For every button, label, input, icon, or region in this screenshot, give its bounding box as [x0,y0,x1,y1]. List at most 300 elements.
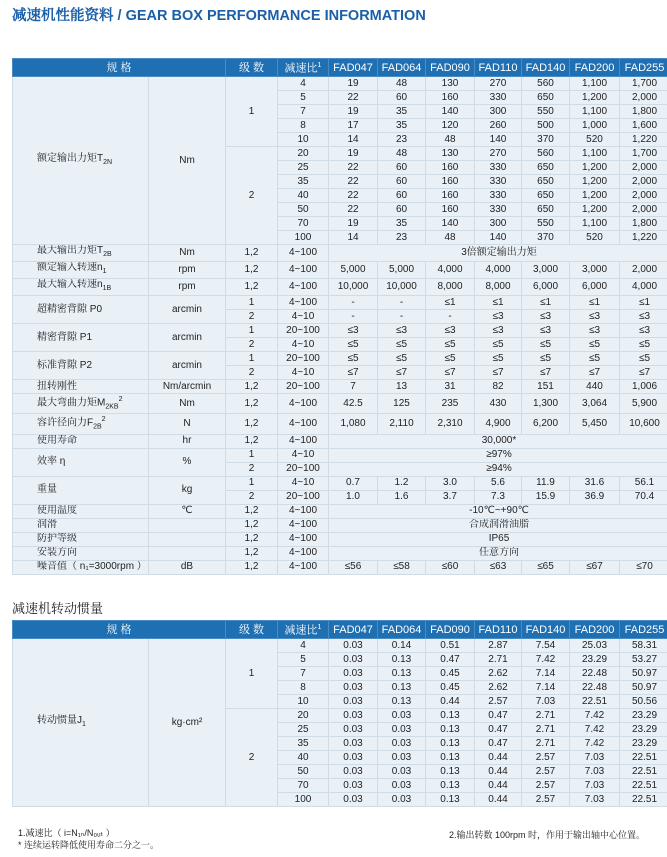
inertia-title: 减速机转动惯量 [12,601,104,616]
value-cell: 3.7 [426,490,475,504]
value-cell: 7 [329,380,378,394]
value-cell: ≤5 [570,352,620,366]
value-cell: 2.87 [475,639,522,653]
value-cell: 7.42 [570,709,620,723]
value-cell: 25.03 [570,639,620,653]
value-cell: 0.03 [329,695,378,709]
stage-cell: 1 [226,352,278,366]
value-cell: 31 [426,380,475,394]
ratio-cell: 50 [278,203,329,217]
ratio-cell: 10 [278,695,329,709]
lube-unit [149,518,226,532]
value-cell: 48 [426,133,475,147]
torque-unit: Nm [149,77,226,245]
performance-table [12,58,667,575]
header-model-fad255: FAD255 [620,59,667,77]
value-cell: ≤63 [475,560,522,574]
header-model-fad047: FAD047 [329,621,378,639]
value-cell: 0.47 [426,653,475,667]
value-cell: 0.03 [329,667,378,681]
header-model-fad110: FAD110 [475,59,522,77]
value-cell: 650 [522,161,570,175]
value-cell: 1,600 [620,119,667,133]
value-cell: 50.97 [620,681,667,695]
value-cell: ≤3 [329,324,378,338]
value-cell: 23 [378,231,426,245]
value-cell: 151 [522,380,570,394]
value-cell: 14 [329,231,378,245]
value-cell: 7.42 [570,723,620,737]
value-cell: 42.5 [329,394,378,414]
value-cell: 60 [378,189,426,203]
value-cell: 300 [475,105,522,119]
value-cell: 0.03 [378,765,426,779]
header-spec: 规 格 [13,59,226,77]
value-cell: 35 [378,119,426,133]
value-cell: ≤5 [570,338,620,352]
value-cell: 6,000 [570,279,620,296]
value-cell: 0.03 [378,709,426,723]
value-cell: 2,000 [620,175,667,189]
ratio-cell: 4 [278,77,329,91]
value-cell: 0.13 [426,779,475,793]
value-cell: 0.03 [378,751,426,765]
ratio-cell: 4~10 [278,448,329,462]
value-cell: - [378,296,426,310]
header-model-fad110: FAD110 [475,621,522,639]
header-model-fad200: FAD200 [570,59,620,77]
value-cell: 1,200 [570,203,620,217]
bending-row [13,394,667,414]
value-cell: 550 [522,217,570,231]
value-cell: 650 [522,189,570,203]
value-cell: 2,310 [426,414,475,434]
value-cell: 7.03 [522,695,570,709]
value-cell: 0.47 [475,723,522,737]
value-cell: 22.51 [570,695,620,709]
value-merged: ≥94% [329,462,667,476]
stage-cell: 2 [226,147,278,245]
value-cell: 70.4 [620,490,667,504]
value-cell: - [329,296,378,310]
value-cell: - [329,310,378,324]
value-cell: 1,000 [570,119,620,133]
value-cell: 35 [378,105,426,119]
header-ratio-label: 减速比 [284,624,318,637]
ratio-cell: 35 [278,737,329,751]
ratio-cell: 4~100 [278,434,329,448]
value-cell: 8,000 [475,279,522,296]
value-cell: 330 [475,91,522,105]
stage-cell: 2 [226,490,278,504]
value-cell: 7.14 [522,667,570,681]
row-label: 额定输入转速n [37,262,103,273]
value-cell: 370 [522,231,570,245]
value-cell: 0.47 [475,709,522,723]
row-label: 标准背隙 P2 [13,352,149,380]
value-cell: 0.03 [329,639,378,653]
value-cell: 60 [378,161,426,175]
value-cell: 0.03 [329,793,378,807]
stage-cell: 2 [226,310,278,324]
table-row [13,324,667,338]
row-label: 重量 [13,476,149,504]
ratio-cell: 20~100 [278,380,329,394]
value-cell: ≤3 [620,324,667,338]
value-cell: ≤5 [620,338,667,352]
header-model-fad064: FAD064 [378,59,426,77]
value-cell: 650 [522,91,570,105]
value-cell: 10,600 [620,414,667,434]
radial-unit: N [149,414,226,434]
value-cell: 0.45 [426,681,475,695]
value-cell: 1,700 [620,147,667,161]
value-cell: ≤5 [426,338,475,352]
label-subscript: 2B [103,251,112,258]
value-cell: 5,900 [620,394,667,414]
value-cell: 0.03 [329,737,378,751]
value-cell: 22.51 [620,779,667,793]
value-cell: 2.62 [475,667,522,681]
value-cell: ≤7 [378,366,426,380]
value-cell: 0.13 [426,723,475,737]
max_speed-label [13,279,149,296]
unit-cell: arcmin [149,324,226,352]
mount-label [13,546,149,560]
value-cell: 140 [426,217,475,231]
ratio-cell: 10 [278,133,329,147]
value-cell: 2.71 [522,723,570,737]
value-cell: 0.03 [329,751,378,765]
ratio-cell: 4~100 [278,394,329,414]
radial-row [13,414,667,434]
value-cell: 19 [329,105,378,119]
value-cell: ≤3 [378,324,426,338]
value-cell: 7.14 [522,681,570,695]
life-label [13,434,149,448]
value-cell: ≤58 [378,560,426,574]
row-label: 润滑 [37,519,57,531]
label-subscript: 2B [93,423,102,431]
noise-label [13,560,149,574]
stage-cell: 1,2 [226,518,278,532]
value-cell: 7.03 [570,751,620,765]
value-cell: 270 [475,147,522,161]
stage-cell: 1,2 [226,504,278,518]
ratio-cell: 4~10 [278,366,329,380]
max_speed-row [13,279,667,296]
row-label: 扭转刚性 [37,380,77,392]
value-cell: 130 [426,147,475,161]
temp-label [13,504,149,518]
value-cell: 19 [329,77,378,91]
ratio-cell: 100 [278,793,329,807]
value-cell: 0.13 [426,751,475,765]
value-cell: 0.51 [426,639,475,653]
value-cell: 60 [378,175,426,189]
value-merged: 30,000* [329,434,667,448]
header-model-fad255: FAD255 [620,621,667,639]
value-cell: 5,000 [329,262,378,279]
value-cell: 430 [475,394,522,414]
label-subscript: 1 [82,720,86,728]
ratio-cell: 20~100 [278,324,329,338]
value-merged: 任意方向 [329,546,667,560]
value-cell: 10,000 [378,279,426,296]
value-merged: -10℃~+90℃ [329,504,667,518]
value-cell: 2.57 [522,793,570,807]
stage-cell: 1,2 [226,262,278,279]
stage-cell: 2 [226,338,278,352]
value-cell: 330 [475,161,522,175]
ratio-cell: 4~100 [278,262,329,279]
max_torque-row [13,245,667,262]
value-cell: 36.9 [570,490,620,504]
value-merged: ≥97% [329,448,667,462]
ratio-cell: 4~100 [278,532,329,546]
value-cell: 10,000 [329,279,378,296]
value-cell: 22.51 [620,751,667,765]
value-cell: 3.0 [426,476,475,490]
value-cell: 0.13 [426,793,475,807]
value-cell: 0.13 [378,695,426,709]
value-cell: ≤67 [570,560,620,574]
value-cell: 5.6 [475,476,522,490]
value-cell: ≤7 [329,366,378,380]
unit-cell: arcmin [149,352,226,380]
unit-cell: arcmin [149,296,226,324]
value-cell: ≤65 [522,560,570,574]
row-label: 使用温度 [37,505,77,517]
value-cell: 2.57 [522,779,570,793]
header-model-fad047: FAD047 [329,59,378,77]
label-subscript: 2N [103,158,113,166]
value-cell: 58.31 [620,639,667,653]
value-cell: 140 [475,231,522,245]
value-cell: 22 [329,91,378,105]
value-cell: 17 [329,119,378,133]
value-cell: 19 [329,217,378,231]
ratio-cell: 70 [278,779,329,793]
ratio-cell: 7 [278,667,329,681]
value-cell: ≤5 [329,352,378,366]
value-cell: 22 [329,189,378,203]
row-label: 安装方向 [37,547,77,559]
row-label: 最大输入转速n [37,279,103,290]
value-cell: 0.03 [329,723,378,737]
value-cell: 1,200 [570,189,620,203]
value-cell: ≤5 [378,352,426,366]
value-cell: 60 [378,203,426,217]
value-cell: 1,200 [570,175,620,189]
value-cell: ≤1 [570,296,620,310]
value-cell: ≤3 [475,324,522,338]
value-cell: ≤5 [378,338,426,352]
row-label: 防护等级 [37,533,77,545]
value-cell: 2.62 [475,681,522,695]
value-cell: 2,000 [620,262,667,279]
value-cell: 0.44 [475,793,522,807]
ratio-cell: 40 [278,189,329,203]
value-cell: - [378,310,426,324]
header-ratio [278,621,329,639]
value-cell: 0.47 [475,737,522,751]
ratio-cell: 20 [278,147,329,161]
value-cell: 0.13 [378,653,426,667]
label-superscript: 2 [101,416,106,424]
value-cell: 56.1 [620,476,667,490]
ratio-cell: 20~100 [278,490,329,504]
row-label: 超精密背隙 P0 [13,296,149,324]
ratio-cell: 4~10 [278,338,329,352]
value-cell: 7.3 [475,490,522,504]
value-cell: 0.44 [426,695,475,709]
value-cell: 1,800 [620,105,667,119]
temp-unit: ℃ [149,504,226,518]
value-cell: 3,064 [570,394,620,414]
stage-cell: 1,2 [226,380,278,394]
row-label: 精密背隙 P1 [13,324,149,352]
value-cell: 2.57 [475,695,522,709]
value-cell: 1,200 [570,161,620,175]
value-cell: 1,100 [570,105,620,119]
header-model-fad140: FAD140 [522,621,570,639]
value-cell: 0.13 [378,667,426,681]
value-cell: 6,200 [522,414,570,434]
value-cell: ≤60 [426,560,475,574]
bending-label [13,394,149,414]
temp-row [13,504,667,518]
value-cell: ≤7 [475,366,522,380]
value-cell: 0.03 [378,737,426,751]
value-cell: 1,006 [620,380,667,394]
torque-row [13,77,667,91]
value-cell: 0.03 [378,779,426,793]
ratio-cell: 8 [278,119,329,133]
life-row [13,434,667,448]
protect-label [13,532,149,546]
value-cell: 2,000 [620,203,667,217]
value-cell: ≤3 [522,324,570,338]
value-cell: 440 [570,380,620,394]
value-cell: ≤3 [426,324,475,338]
value-cell: ≤7 [570,366,620,380]
value-cell: ≤70 [620,560,667,574]
value-cell: 0.13 [426,737,475,751]
value-cell: 6,000 [522,279,570,296]
unit-cell: % [149,448,226,476]
value-cell: 330 [475,189,522,203]
ratio-cell: 25 [278,161,329,175]
value-cell: 23.29 [620,709,667,723]
row-label: 容许径向力F [37,417,94,429]
ratio-cell: 4~100 [278,504,329,518]
stage-cell: 1 [226,639,278,709]
value-cell: 0.44 [475,765,522,779]
value-cell: 22 [329,161,378,175]
value-cell: 14 [329,133,378,147]
value-cell: 330 [475,203,522,217]
max_speed-unit: rpm [149,279,226,296]
value-cell: 4,000 [620,279,667,296]
unit-cell: kg [149,476,226,504]
value-cell: ≤5 [475,352,522,366]
value-cell: 650 [522,203,570,217]
value-cell: ≤3 [620,310,667,324]
header-model-fad090: FAD090 [426,621,475,639]
label-subscript: 1 [102,268,107,275]
row-label: 转动惯量J [37,714,82,726]
footnote-life: * 连续运转降低使用寿命二分之一。 [18,840,160,850]
stiffness-unit: Nm/arcmin [149,380,226,394]
value-merged: 合成润滑油脂 [329,518,667,532]
value-cell: 2,110 [378,414,426,434]
noise-unit: dB [149,560,226,574]
inertia-table [12,620,667,807]
stage-cell: 1,2 [226,434,278,448]
value-cell: 1.6 [378,490,426,504]
value-cell: 1,800 [620,217,667,231]
value-cell: 22.51 [620,765,667,779]
ratio-cell: 20~100 [278,352,329,366]
value-cell: 0.13 [378,681,426,695]
value-cell: 0.03 [329,779,378,793]
value-cell: ≤1 [620,296,667,310]
ratio-cell: 25 [278,723,329,737]
value-cell: 1,700 [620,77,667,91]
torque-label [13,77,149,245]
stage-cell: 2 [226,462,278,476]
header-ratio-sup: 1 [317,624,322,632]
stage-cell: 1 [226,448,278,462]
footnote-ratio: 1.减速比（ i=N₁ₙ/N₀ᵤₜ ） [18,828,115,838]
value-cell: 160 [426,175,475,189]
value-cell: 19 [329,147,378,161]
value-cell: 3,000 [570,262,620,279]
value-cell: 2.57 [522,751,570,765]
value-cell: 13 [378,380,426,394]
value-cell: 50.97 [620,667,667,681]
table-row [13,296,667,310]
value-cell: ≤5 [620,352,667,366]
ratio-cell: 20 [278,709,329,723]
ratio-cell: 40 [278,751,329,765]
ratio-cell: 4 [278,639,329,653]
value-cell: 48 [378,147,426,161]
table-row [13,352,667,366]
value-cell: 1,220 [620,231,667,245]
ratio-cell: 4~100 [278,414,329,434]
inertia-row [13,639,667,653]
value-cell: ≤5 [329,338,378,352]
header-ratio-sup: 1 [317,62,322,70]
mount-unit [149,546,226,560]
ratio-cell: 4~100 [278,279,329,296]
value-cell: 260 [475,119,522,133]
value-merged: IP65 [329,532,667,546]
row-label: 最大弯曲力矩M [37,397,106,409]
value-cell: 270 [475,77,522,91]
value-cell: 0.45 [426,667,475,681]
life-unit: hr [149,434,226,448]
value-cell: 5,000 [378,262,426,279]
value-cell: 0.13 [426,709,475,723]
value-cell: 7.54 [522,639,570,653]
value-cell: 520 [570,133,620,147]
ratio-cell: 4~100 [278,296,329,310]
row-label: 使用寿命 [37,435,77,447]
value-cell: ≤3 [475,310,522,324]
